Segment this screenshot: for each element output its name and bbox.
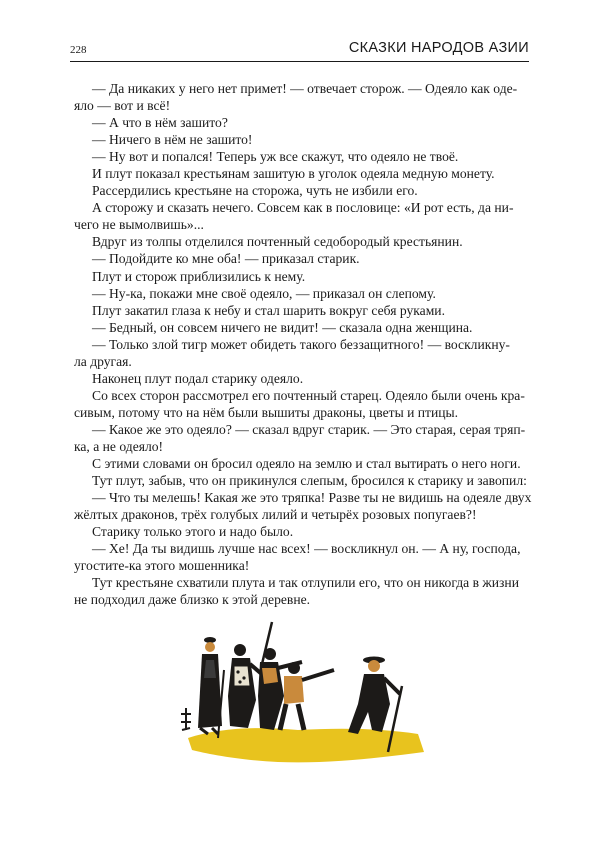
text-line: Рассердились крестьяне на сторожа, чуть не избили его. [92, 183, 418, 199]
text-line: не подходил даже близко к этой деревне. [74, 592, 311, 608]
header-rule [70, 61, 529, 62]
text-line: ка, а не одеяло! [74, 438, 164, 454]
running-title: СКАЗКИ НАРОДОВ АЗИИ [348, 40, 529, 56]
text-line: Плут закатил глаза к небу и стал шарить вокруг себя руками. [92, 302, 445, 318]
text-line: яло — вот и всё! [74, 98, 171, 114]
text-line: — Ничего в нём не зашито! [92, 132, 253, 148]
elder-figure [198, 637, 224, 738]
text-line: С этими словами он бросил одеяло на землю и стал вытирать о него ноги. [92, 456, 521, 472]
text-line: — Какое же это одеяло? — сказал вдруг старик. — Это старая, серая тряп- [92, 421, 526, 437]
text-line: — Хе! Да ты видишь лучше нас всех! — воскликнул он. — А ну, господа, [92, 541, 521, 557]
text-line: — Что ты мелешь! Какая же это тряпка! Разве ты не видишь на одеяле двух [92, 490, 532, 506]
text-line: ла другая. [74, 353, 132, 369]
text-line: — Ну-ка, покажи мне своё одеяло, — приказал он слепому. [92, 285, 436, 301]
text-line: Со всех сторон рассмотрел его почтенный старец. Одеяло были очень кра- [92, 387, 525, 403]
page-number: 228 [70, 44, 87, 56]
text-line: — Ну вот и попался! Теперь уж все скажут, что одеяло не твоё. [92, 149, 459, 165]
text-line: А сторожу и сказать нечего. Совсем как в пословице: «И рот есть, да ни- [92, 200, 514, 216]
text-line: — Подойдите ко мне оба! — приказал старик. [92, 251, 360, 267]
text-line: чего не вымолвишь»... [74, 217, 204, 233]
text-line: сивым, потому что на нём были вышиты драконы, цветы и птицы. [74, 404, 459, 420]
text-line: Тут крестьяне схватили плута и так отлупили его, что он никогда в жизни [92, 575, 519, 591]
text-line: угостите-ка этого мошенника! [74, 558, 250, 574]
text-line: — Бедный, он совсем ничего не видит! — сказала одна женщина. [92, 319, 473, 335]
crowd-illustration [178, 616, 434, 788]
text-line: — Только злой тигр может обидеть такого беззащитного! — воскликну- [92, 336, 510, 352]
page-header [70, 40, 529, 60]
text-line: жёлтых драконов, трёх голубых лилий и четырёх розовых попугаев?! [74, 507, 477, 523]
text-line: — А что в нём зашито? [92, 115, 228, 131]
text-line: Тут плут, забыв, что он прикинулся слепым, бросился к старику и завопил: [92, 473, 527, 489]
pointing-youth-figure [280, 662, 334, 730]
text-line: — Да никаких у него нет примет! — отвечает сторож. — Одеяло как оде- [92, 81, 518, 96]
story-text [74, 80, 532, 608]
text-line: Наконец плут подал старику одеяло. [92, 370, 304, 386]
text-line: Вдруг из толпы отделился почтенный седобородый крестьянин. [92, 234, 463, 250]
text-line: И плут показал крестьянам зашитую в уголок одеяла медную монету. [92, 166, 495, 182]
text-line: Старику только этого и надо было. [92, 524, 294, 540]
seal-mark [181, 708, 191, 730]
text-line: Плут и сторож приблизились к нему. [92, 268, 306, 284]
